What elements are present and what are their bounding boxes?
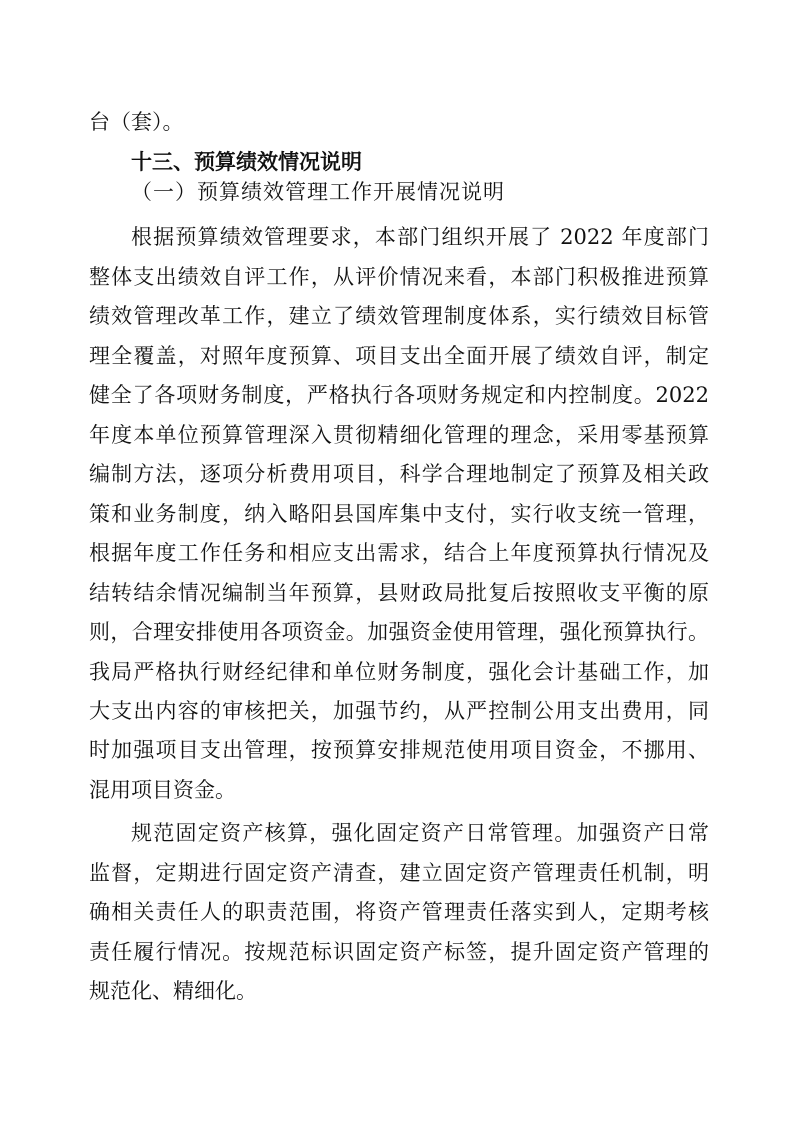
paragraph-line: 结转结余情况编制当年预算，县财政局批复后按照收支平衡的原 xyxy=(89,581,709,605)
paragraph-line: 规范化、精细化。 xyxy=(89,979,257,1003)
paragraph-line: 责任履行情况。按规范标识固定资产标签，提升固定资产管理的 xyxy=(89,940,709,964)
paragraph-line: 我局严格执行财经纪律和单位财务制度，强化会计基础工作，加 xyxy=(89,660,709,684)
paragraph-line: 规范固定资产核算，强化固定资产日常管理。加强资产日常 xyxy=(131,821,709,845)
section-heading: 十三、预算绩效情况说明 xyxy=(131,150,362,174)
paragraph-line: 年度本单位预算管理深入贯彻精细化管理的理念，采用零基预算 xyxy=(89,423,709,447)
paragraph-line: 则，合理安排使用各项资金。加强资金使用管理，强化预算执行。 xyxy=(89,620,709,644)
subsection-heading: （一）预算绩效管理工作开展情况说明 xyxy=(131,180,505,204)
paragraph-line: 混用项目资金。 xyxy=(89,778,236,802)
paragraph-line: 监督，定期进行固定资产清查，建立固定资产管理责任机制，明 xyxy=(89,861,709,885)
paragraph-line: 整体支出绩效自评工作，从评价情况来看，本部门积极推进预算 xyxy=(89,265,709,289)
paragraph-line: 策和业务制度，纳入略阳县国库集中支付，实行收支统一管理， xyxy=(89,502,709,526)
paragraph-line: 理全覆盖，对照年度预算、项目支出全面开展了绩效自评，制定 xyxy=(89,344,709,368)
paragraph-line: 根据年度工作任务和相应支出需求，结合上年度预算执行情况及 xyxy=(89,541,709,565)
paragraph-line: 绩效管理改革工作，建立了绩效管理制度体系，实行绩效目标管 xyxy=(89,304,709,328)
carry-over-line: 台（套）。 xyxy=(89,110,184,134)
paragraph-line: 编制方法，逐项分析费用项目，科学合理地制定了预算及相关政 xyxy=(89,462,709,486)
paragraph-line: 根据预算绩效管理要求，本部门组织开展了 2022 年度部门 xyxy=(131,225,709,249)
paragraph-line: 时加强项目支出管理，按预算安排规范使用项目资金，不挪用、 xyxy=(89,738,709,762)
paragraph-line: 确相关责任人的职责范围，将资产管理责任落实到人，定期考核 xyxy=(89,900,709,924)
paragraph-line: 健全了各项财务制度，严格执行各项财务规定和内控制度。2022 xyxy=(89,383,709,407)
paragraph-line: 大支出内容的审核把关，加强节约，从严控制公用支出费用，同 xyxy=(89,699,709,723)
